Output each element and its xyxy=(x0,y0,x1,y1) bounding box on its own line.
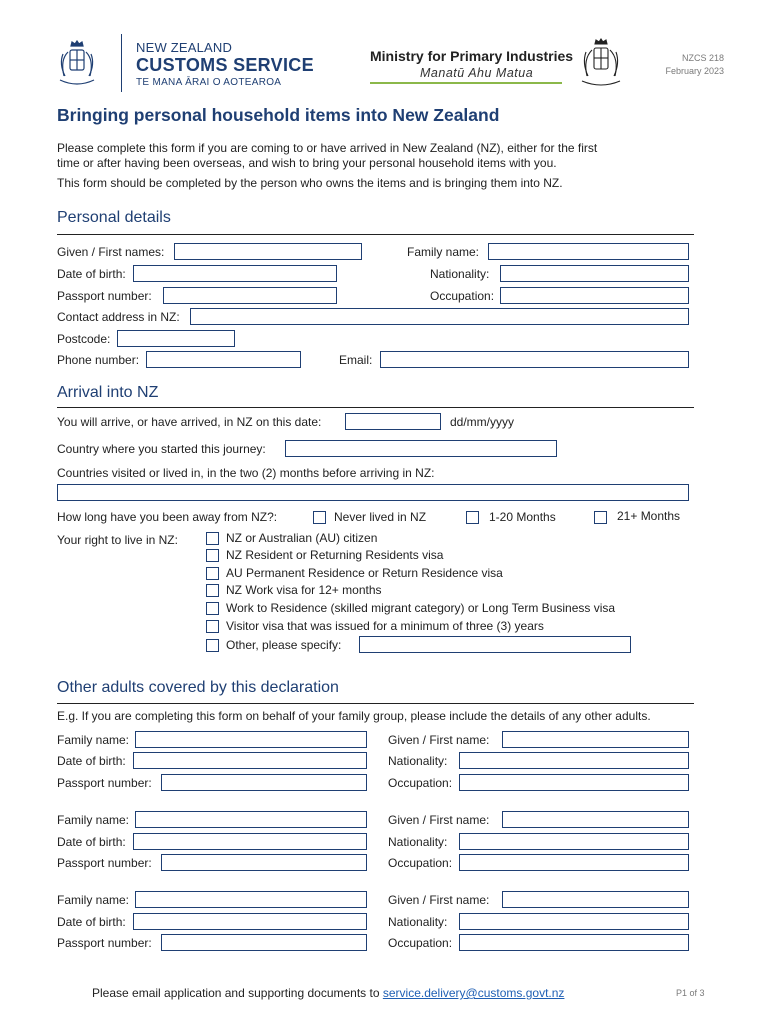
nzcs-name-line3: TE MANA ĀRAI O AOTEAROA xyxy=(136,77,282,88)
family-name-input[interactable] xyxy=(488,243,689,260)
adult-occupation-input[interactable] xyxy=(459,934,689,951)
mpi-name: Ministry for Primary Industries xyxy=(370,48,574,64)
email-input[interactable] xyxy=(380,351,689,368)
section-divider xyxy=(57,407,694,408)
right-option-label: NZ Work visa for 12+ months xyxy=(226,583,382,597)
arrival-date-input[interactable] xyxy=(345,413,441,430)
phone-label: Phone number: xyxy=(57,353,140,367)
right-option-checkbox[interactable] xyxy=(206,567,219,580)
right-option-checkbox[interactable] xyxy=(206,584,219,597)
adult-dob-input[interactable] xyxy=(133,752,367,769)
right-option-checkbox[interactable] xyxy=(206,602,219,615)
personal-details-heading: Personal details xyxy=(57,209,171,226)
never-lived-label: Never lived in NZ xyxy=(334,510,427,524)
dob-input[interactable] xyxy=(133,265,337,282)
page-number: P1 of 3 xyxy=(676,988,705,998)
months-21-plus-checkbox[interactable] xyxy=(594,511,607,524)
adult-dob-input[interactable] xyxy=(133,833,367,850)
intro-line-2: time or after having been overseas, and wish to bring your personal household items with you. xyxy=(57,156,557,170)
adult-dob-label: Date of birth: xyxy=(57,915,126,929)
countries-visited-label: Countries visited or lived in, in the two (2) months before arriving in NZ: xyxy=(57,466,435,480)
nationality-label: Nationality: xyxy=(430,267,490,281)
dob-label: Date of birth: xyxy=(57,267,126,281)
adult-nationality-label: Nationality: xyxy=(388,754,448,768)
right-option-label: NZ Resident or Returning Residents visa xyxy=(226,548,444,562)
adult-given-name-label: Given / First name: xyxy=(388,733,490,747)
countries-visited-input[interactable] xyxy=(57,484,689,501)
intro-paragraph-2: This form should be completed by the person who owns the items and is bringing them into NZ. xyxy=(57,176,563,190)
nzcs-name-line1: NEW ZEALAND xyxy=(136,40,233,55)
right-option-label: Other, please specify: xyxy=(226,638,342,652)
adult-passport-input[interactable] xyxy=(161,774,367,791)
arrival-date-format: dd/mm/yyyy xyxy=(450,415,515,429)
passport-label: Passport number: xyxy=(57,289,152,303)
nz-coat-of-arms-icon xyxy=(54,40,100,88)
header-divider xyxy=(121,34,122,92)
right-option-label: NZ or Australian (AU) citizen xyxy=(226,531,378,545)
right-option-label: Work to Residence (skilled migrant category) or Long Term Business visa xyxy=(226,601,616,615)
adult-family-name-label: Family name: xyxy=(57,893,130,907)
form-code: NZCS 218 xyxy=(681,53,724,63)
adult-family-name-label: Family name: xyxy=(57,813,130,827)
occupation-label: Occupation: xyxy=(430,289,495,303)
other-adults-heading: Other adults covered by this declaration xyxy=(57,679,339,696)
right-option-checkbox[interactable] xyxy=(206,620,219,633)
adult-family-name-input[interactable] xyxy=(135,731,367,748)
adult-given-name-input[interactable] xyxy=(502,891,689,908)
adult-family-name-input[interactable] xyxy=(135,811,367,828)
form-date: February 2023 xyxy=(665,66,724,76)
months-1-20-label: 1-20 Months xyxy=(489,510,556,524)
months-21-plus-label: 21+ Months xyxy=(617,509,681,523)
right-option-label: Visitor visa that was issued for a minimum of three (3) years xyxy=(226,619,544,633)
right-option-checkbox[interactable] xyxy=(206,532,219,545)
adult-nationality-input[interactable] xyxy=(459,752,689,769)
email-label: Email: xyxy=(339,353,373,367)
adult-nationality-input[interactable] xyxy=(459,833,689,850)
address-label: Contact address in NZ: xyxy=(57,310,180,324)
adult-passport-label: Passport number: xyxy=(57,856,152,870)
intro-line-1: Please complete this form if you are coming to or have arrived in New Zealand (NZ), either for the first xyxy=(57,141,598,155)
adult-occupation-input[interactable] xyxy=(459,774,689,791)
family-name-label: Family name: xyxy=(407,245,480,259)
mpi-accent-bar xyxy=(370,82,562,84)
adult-dob-label: Date of birth: xyxy=(57,754,126,768)
away-duration-label: How long have you been away from NZ?: xyxy=(57,510,278,524)
given-names-label: Given / First names: xyxy=(57,245,165,259)
contact-email-link[interactable]: service.delivery@customs.govt.nz xyxy=(382,986,565,1000)
adult-passport-label: Passport number: xyxy=(57,776,152,790)
footer-text: Please email application and supporting documents to xyxy=(92,986,380,1000)
right-to-live-label: Your right to live in NZ: xyxy=(57,533,178,547)
postcode-input[interactable] xyxy=(117,330,235,347)
adult-passport-input[interactable] xyxy=(161,934,367,951)
adult-passport-label: Passport number: xyxy=(57,936,152,950)
mpi-maori-name: Manatū Ahu Matua xyxy=(420,66,534,80)
address-input[interactable] xyxy=(190,308,689,325)
arrival-heading: Arrival into NZ xyxy=(57,384,159,401)
adult-given-name-input[interactable] xyxy=(502,731,689,748)
mpi-coat-of-arms-icon xyxy=(576,37,626,89)
months-1-20-checkbox[interactable] xyxy=(466,511,479,524)
adult-occupation-label: Occupation: xyxy=(388,776,453,790)
adult-given-name-input[interactable] xyxy=(502,811,689,828)
nzcs-name-line2: CUSTOMS SERVICE xyxy=(136,55,314,75)
section-divider xyxy=(57,234,694,235)
adult-family-name-input[interactable] xyxy=(135,891,367,908)
given-names-input[interactable] xyxy=(174,243,362,260)
right-option-label: AU Permanent Residence or Return Residence visa xyxy=(226,566,503,580)
adult-given-name-label: Given / First name: xyxy=(388,893,490,907)
journey-country-input[interactable] xyxy=(285,440,557,457)
adult-nationality-label: Nationality: xyxy=(388,835,448,849)
right-option-checkbox[interactable] xyxy=(206,639,219,652)
adult-occupation-label: Occupation: xyxy=(388,936,453,950)
phone-input[interactable] xyxy=(146,351,301,368)
postcode-label: Postcode: xyxy=(57,332,111,346)
adult-given-name-label: Given / First name: xyxy=(388,813,490,827)
other-adults-note: E.g. If you are completing this form on behalf of your family group, please include the details of any other adults. xyxy=(57,709,651,723)
other-specify-input[interactable] xyxy=(359,636,631,653)
adult-passport-input[interactable] xyxy=(161,854,367,871)
adult-occupation-input[interactable] xyxy=(459,854,689,871)
arrival-date-label: You will arrive, or have arrived, in NZ on this date: xyxy=(57,415,322,429)
passport-input[interactable] xyxy=(163,287,337,304)
section-divider xyxy=(57,703,694,704)
occupation-input[interactable] xyxy=(500,287,689,304)
adult-occupation-label: Occupation: xyxy=(388,856,453,870)
never-lived-checkbox[interactable] xyxy=(313,511,326,524)
right-option-checkbox[interactable] xyxy=(206,549,219,562)
adult-dob-input[interactable] xyxy=(133,913,367,930)
adult-dob-label: Date of birth: xyxy=(57,835,126,849)
page-title: Bringing personal household items into New Zealand xyxy=(57,105,500,125)
adult-nationality-label: Nationality: xyxy=(388,915,448,929)
nationality-input[interactable] xyxy=(500,265,689,282)
adult-family-name-label: Family name: xyxy=(57,733,130,747)
journey-country-label: Country where you started this journey: xyxy=(57,442,266,456)
adult-nationality-input[interactable] xyxy=(459,913,689,930)
footer-note xyxy=(92,986,564,1000)
